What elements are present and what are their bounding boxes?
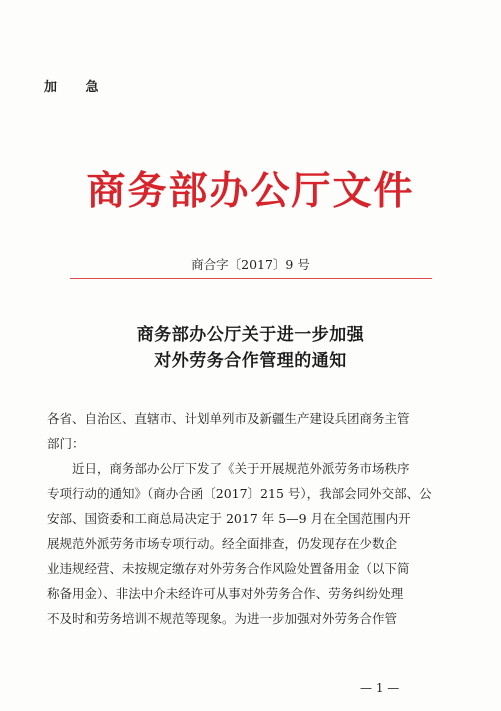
notice-title-line1: 商务部办公厅关于进一步加强: [136, 325, 365, 345]
body-line: 近日，商务部办公厅下发了《关于开展规范外派劳务市场秩序: [47, 461, 410, 476]
masthead-title: 商务部办公厅文件: [86, 169, 415, 214]
notice-title-line2: 对外劳务合作管理的通知: [154, 351, 347, 371]
urgency-label: 加 急: [44, 80, 111, 95]
document-number: 商合字〔2017〕9 号: [191, 257, 310, 272]
red-divider-line: [70, 278, 432, 279]
body-line: 专项行动的通知》（商办合函〔2017〕215 号），我部会同外交部、公: [47, 486, 432, 501]
body-line: 业违规经营、未按规定缴存对外劳务合作风险处置备用金（以下简: [47, 561, 410, 576]
body-line: 称备用金）、非法中介未经许可从事对外劳务合作、劳务纠纷处理: [47, 586, 404, 601]
body-line: 不及时和劳务培训不规范等现象。为进一步加强对外劳务合作管: [47, 611, 398, 626]
body-line: 展规范外派劳务市场专项行动。经全面排查，仍发现存在少数企: [47, 536, 398, 551]
body-line: 安部、国资委和工商总局决定于 2017 年 5—9 月在全国范围内开: [47, 511, 411, 526]
page-number: — 1 —: [360, 681, 400, 695]
body-line: 各省、自治区、直辖市、计划单列市及新疆生产建设兵团商务主管: [47, 411, 410, 426]
body-line: 部门：: [47, 436, 85, 451]
